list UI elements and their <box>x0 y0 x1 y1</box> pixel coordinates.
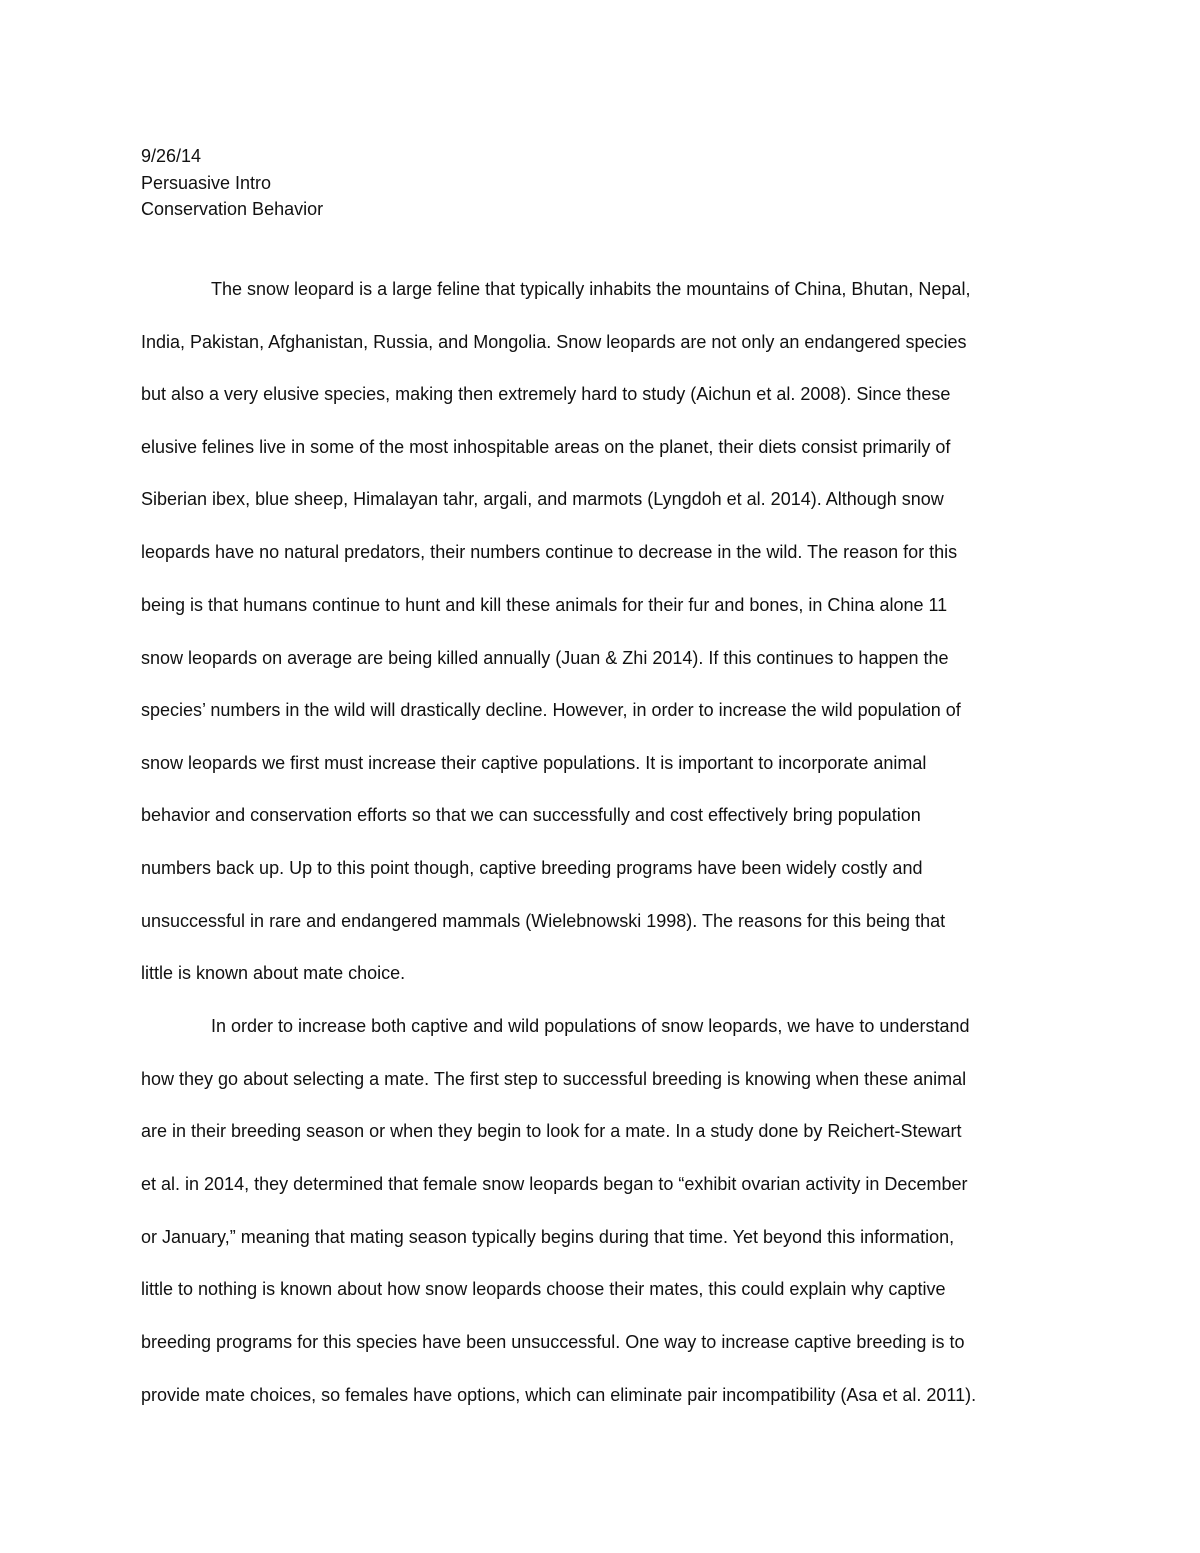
paragraph-line: snow leopards we first must increase their captive populations. It is important to incorporate animal <box>141 753 927 773</box>
paragraph-line: India, Pakistan, Afghanistan, Russia, and Mongolia. Snow leopards are not only an endangered species <box>141 332 967 352</box>
paragraph-line: leopards have no natural predators, their numbers continue to decrease in the wild. The reason for this <box>141 542 958 562</box>
paragraph-line: elusive felines live in some of the most inhospitable areas on the planet, their diets consist primarily of <box>141 437 951 457</box>
paragraph-line: snow leopards on average are being killed annually (Juan & Zhi 2014). If this continues to happen the <box>141 648 949 668</box>
paragraph-line: little to nothing is known about how snow leopards choose their mates, this could explain why captive <box>141 1279 946 1299</box>
paragraph-line: Siberian ibex, blue sheep, Himalayan tahr, argali, and marmots (Lyngdoh et al. 2014). Although snow <box>141 489 944 509</box>
paragraph-line: numbers back up. Up to this point though, captive breeding programs have been widely costly and <box>141 858 923 878</box>
paragraph-line: little is known about mate choice. <box>141 963 406 983</box>
paragraph-line: species’ numbers in the wild will drastically decline. However, in order to increase the wild population of <box>141 700 961 720</box>
paragraph-line: but also a very elusive species, making then extremely hard to study (Aichun et al. 2008). Since these <box>141 384 951 404</box>
course-line: Conservation Behavior <box>141 199 324 219</box>
paragraph-line: unsuccessful in rare and endangered mammals (Wielebnowski 1998). The reasons for this being that <box>141 911 946 931</box>
paragraph-line: et al. in 2014, they determined that female snow leopards began to “exhibit ovarian activity in December <box>141 1174 968 1194</box>
paragraph-line: how they go about selecting a mate. The first step to successful breeding is knowing when these animal <box>141 1069 967 1089</box>
paragraph-line: being is that humans continue to hunt and kill these animals for their fur and bones, in China alone 11 <box>141 595 948 615</box>
paragraph-line: The snow leopard is a large feline that typically inhabits the mountains of China, Bhutan, Nepal, <box>211 279 971 299</box>
paragraph-line: provide mate choices, so females have options, which can eliminate pair incompatibility (Asa et al. 2011). <box>141 1385 977 1405</box>
paragraph-line: In order to increase both captive and wild populations of snow leopards, we have to understand <box>211 1016 970 1036</box>
paragraph-line: behavior and conservation efforts so that we can successfully and cost effectively bring population <box>141 805 921 825</box>
paragraph-line: are in their breeding season or when they begin to look for a mate. In a study done by Reichert-Stewart <box>141 1121 962 1141</box>
assignment-line: Persuasive Intro <box>141 172 272 193</box>
document-header <box>141 143 1061 223</box>
date-line: 9/26/14 <box>141 146 202 166</box>
paragraph-line: breeding programs for this species have been unsuccessful. One way to increase captive breeding is to <box>141 1332 965 1352</box>
paragraph-line: or January,” meaning that mating season typically begins during that time. Yet beyond this information, <box>141 1227 955 1247</box>
